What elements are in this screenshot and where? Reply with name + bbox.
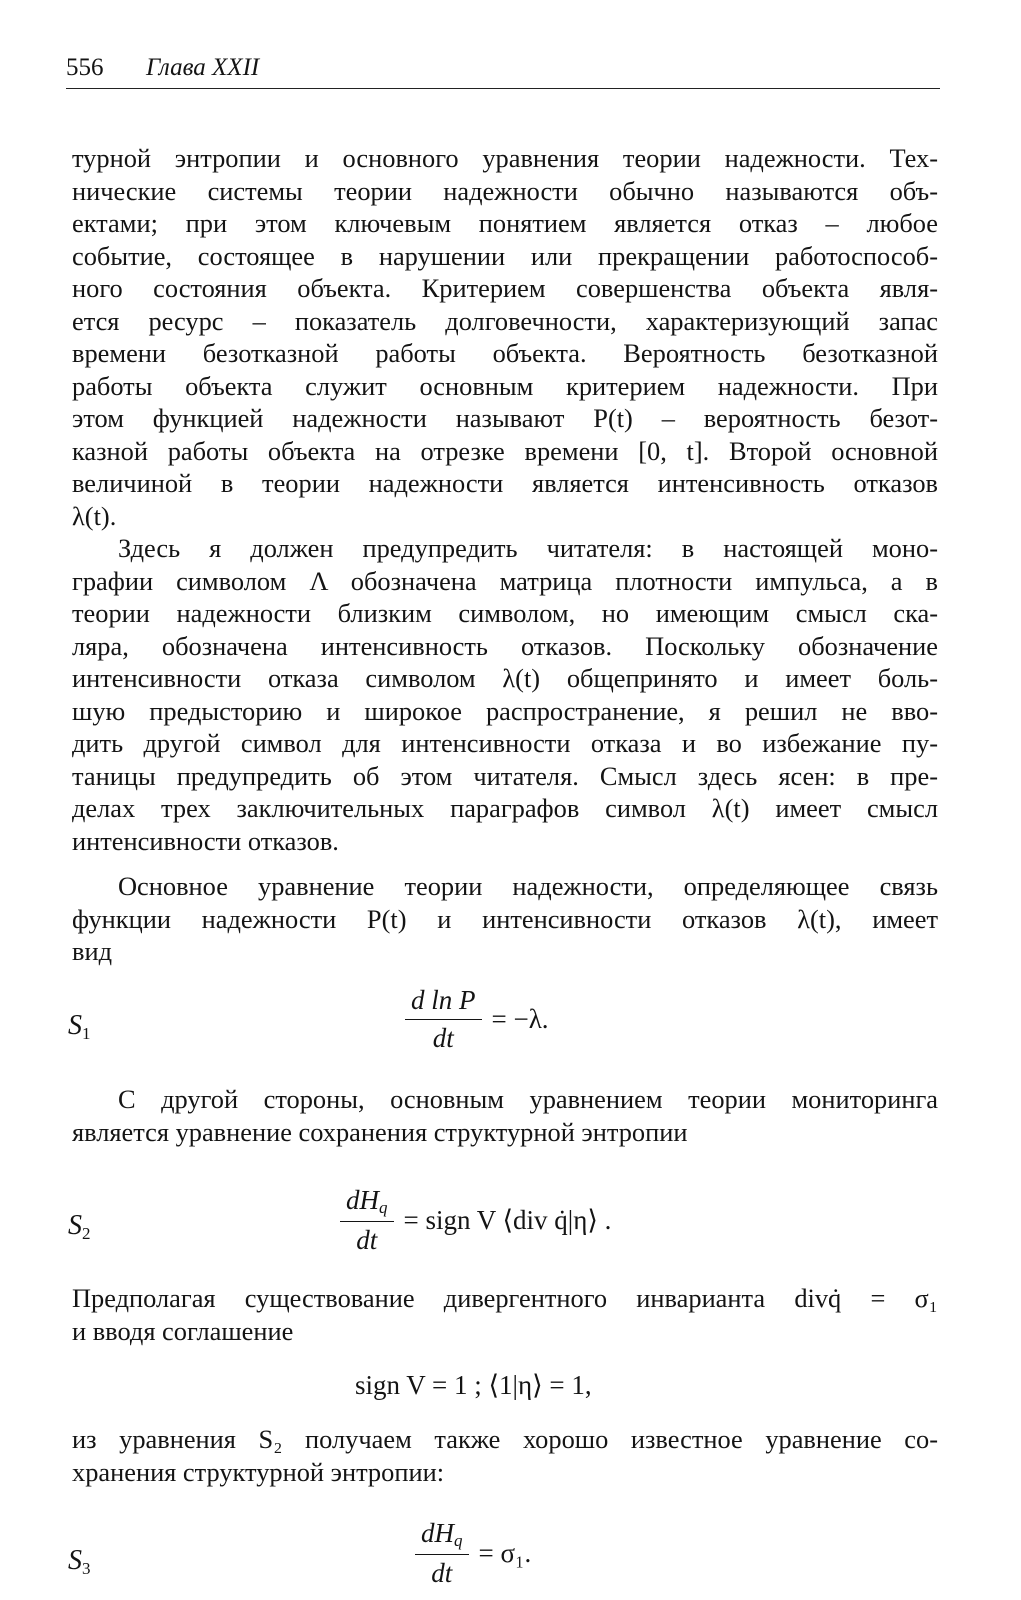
text-line: таницы предупредить об этом читателя. Смысл здесь ясен: в пре- [72,761,938,791]
text-line: λ(t). [72,501,117,531]
fraction [340,1185,394,1256]
text-line: теории надежности близким символом, но имеющим смысл ска- [72,598,938,628]
text-line: нические системы теории надежности обычно называются объ- [72,176,938,206]
rhs: = sign V ⟨div q̇|η⟩ . [403,1205,612,1235]
text-line: Предполагая существование дивергентного инварианта divq̇ = σ₁ [72,1283,938,1313]
text-line: Основное уравнение теории надежности, определяющее связь [118,871,938,901]
denominator: dt [432,1023,454,1053]
text-line: интенсивности отказа символом λ(t) общепринято и имеет боль- [72,663,938,693]
denominator: dt [356,1225,378,1255]
numerator: $dH_q$ [415,1518,469,1555]
text-line: Здесь я должен предупредить читателя: в настоящей моно- [118,533,938,563]
text-line: событие, состоящее в нарушении или прекращении работоспособ- [72,241,938,271]
numerator: d ln P [405,985,482,1020]
page-number: 556 [66,54,104,81]
text-line: и вводя соглашение [72,1316,294,1346]
text-line: интенсивности отказов. [72,826,339,856]
text-line: шую предысторию и широкое распространение, я решил не вво- [72,696,938,726]
fraction [415,1518,469,1589]
text-line: вид [72,936,113,966]
rhs: = σ₁. [478,1538,532,1568]
text-line: времени безотказной работы объекта. Вероятность безотказной [72,338,938,368]
equation-label-s2: $S_2$ [68,1210,91,1243]
running-header [66,48,940,89]
fraction [405,985,482,1054]
chapter-title: Глава XXII [146,54,260,81]
text-line: турной энтропии и основного уравнения теории надежности. Тех- [72,143,938,173]
equation-s3 [415,1518,531,1589]
equation-label-s1: $S_1$ [68,1010,91,1043]
equation-label-s3: $S_3$ [68,1545,91,1578]
text-line: делах трех заключительных параграфов символ λ(t) имеет смысл [72,793,938,823]
text-line: казной работы объекта на отрезке времени [0, t]. Второй основной [72,436,938,466]
equation-s1 [405,985,549,1054]
denominator: dt [431,1558,453,1588]
text-line: графии символом Λ обозначена матрица плотности импульса, а в [72,566,938,596]
text-line: ется ресурс – показатель долговечности, характеризующий запас [72,306,938,336]
text-line: ляра, обозначена интенсивность отказов. Поскольку обозначение [72,631,938,661]
text-line: является уравнение сохранения структурной энтропии [72,1117,688,1147]
text-line: С другой стороны, основным уравнением теории мониторинга [118,1084,938,1114]
text-line: работы объекта служит основным критерием надежности. При [72,371,938,401]
text-line: дить другой символ для интенсивности отказа и во избежание пу- [72,728,938,758]
rhs: = −λ. [491,1004,549,1034]
text-line: этом функцией надежности называют P(t) – вероятность безот- [72,403,938,433]
text-line: величиной в теории надежности является интенсивность отказов [72,468,938,498]
equation-s2 [340,1185,611,1256]
text-line: ектами; при этом ключевым понятием является отказ – любое [72,208,938,238]
equation-condition: sign V = 1 ; ⟨1|η⟩ = 1, [355,1370,592,1400]
text-line: из уравнения S₂ получаем также хорошо известное уравнение со- [72,1424,938,1454]
text-line: ного состояния объекта. Критерием совершенства объекта явля- [72,273,938,303]
numerator: $dH_q$ [340,1185,394,1222]
text-line: хранения структурной энтропии: [72,1457,445,1487]
text-line: функции надежности P(t) и интенсивности отказов λ(t), имеет [72,904,938,934]
